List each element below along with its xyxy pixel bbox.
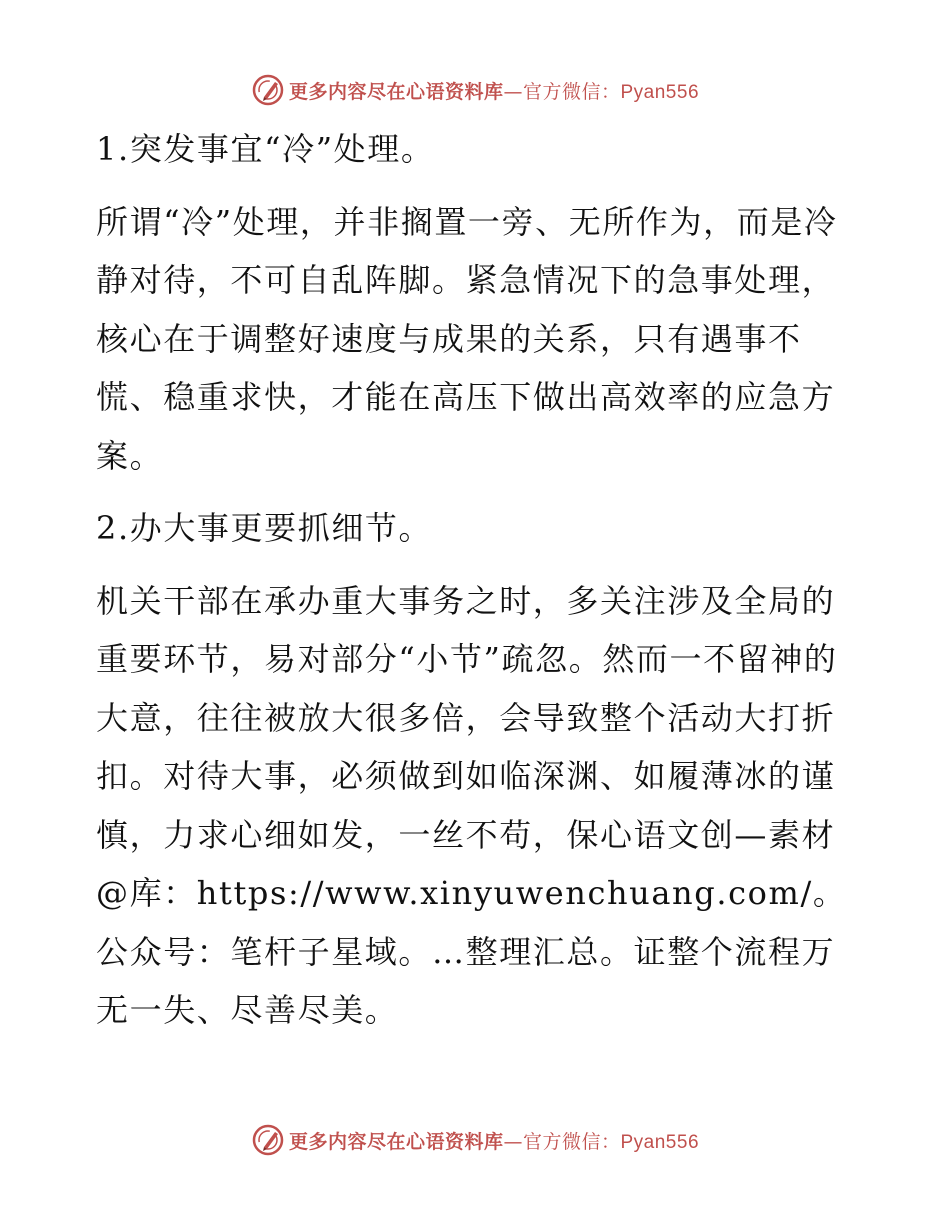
header-banner — [0, 70, 950, 110]
pen-circle-logo-icon — [251, 73, 285, 107]
banner-wechat-id: Pyan556 — [620, 1131, 700, 1153]
heading-1: 1.突发事宜“冷”处理。 — [96, 130, 435, 168]
banner-dash: — — [503, 1130, 523, 1153]
document-body — [96, 120, 856, 1040]
paragraph-1: 所谓“冷”处理，并非搁置一旁、无所作为，而是冷静对待，不可自乱阵脚。紧急情况下的急事处理，核心在于调整好速度与成果的关系，只有遇事不慌、稳重求快，才能在高压下做出高效率的应急方案。 — [96, 202, 838, 475]
paragraph-2: 机关干部在承办重大事务之时，多关注涉及全局的重要环节，易对部分“小节”疏忽。然而一不留神的大意，往往被放大很多倍，会导致整个活动大打折扣。对待大事，必须做到如临深渊、如履薄冰的谨慎，力求心细如发，一丝不苟，保心语文创—素材@库：https://www.xinyuwenchuang.com/。公众号：笔杆子星域。…整理汇总。证整个流程万无一失、尽善尽美。 — [96, 581, 847, 1029]
footer-banner — [0, 1120, 950, 1160]
banner-text — [289, 77, 699, 104]
banner-site-name: 更多内容尽在心语资料库 — [288, 80, 504, 103]
banner-wechat-label: 官方微信： — [522, 80, 621, 103]
banner-text — [289, 1127, 699, 1154]
banner-site-name: 更多内容尽在心语资料库 — [288, 1130, 504, 1153]
banner-dash: — — [503, 80, 523, 103]
heading-2: 2.办大事更要抓细节。 — [96, 509, 433, 547]
banner-wechat-id: Pyan556 — [620, 81, 700, 103]
banner-wechat-label: 官方微信： — [522, 1130, 621, 1153]
pen-circle-logo-icon — [251, 1123, 285, 1157]
